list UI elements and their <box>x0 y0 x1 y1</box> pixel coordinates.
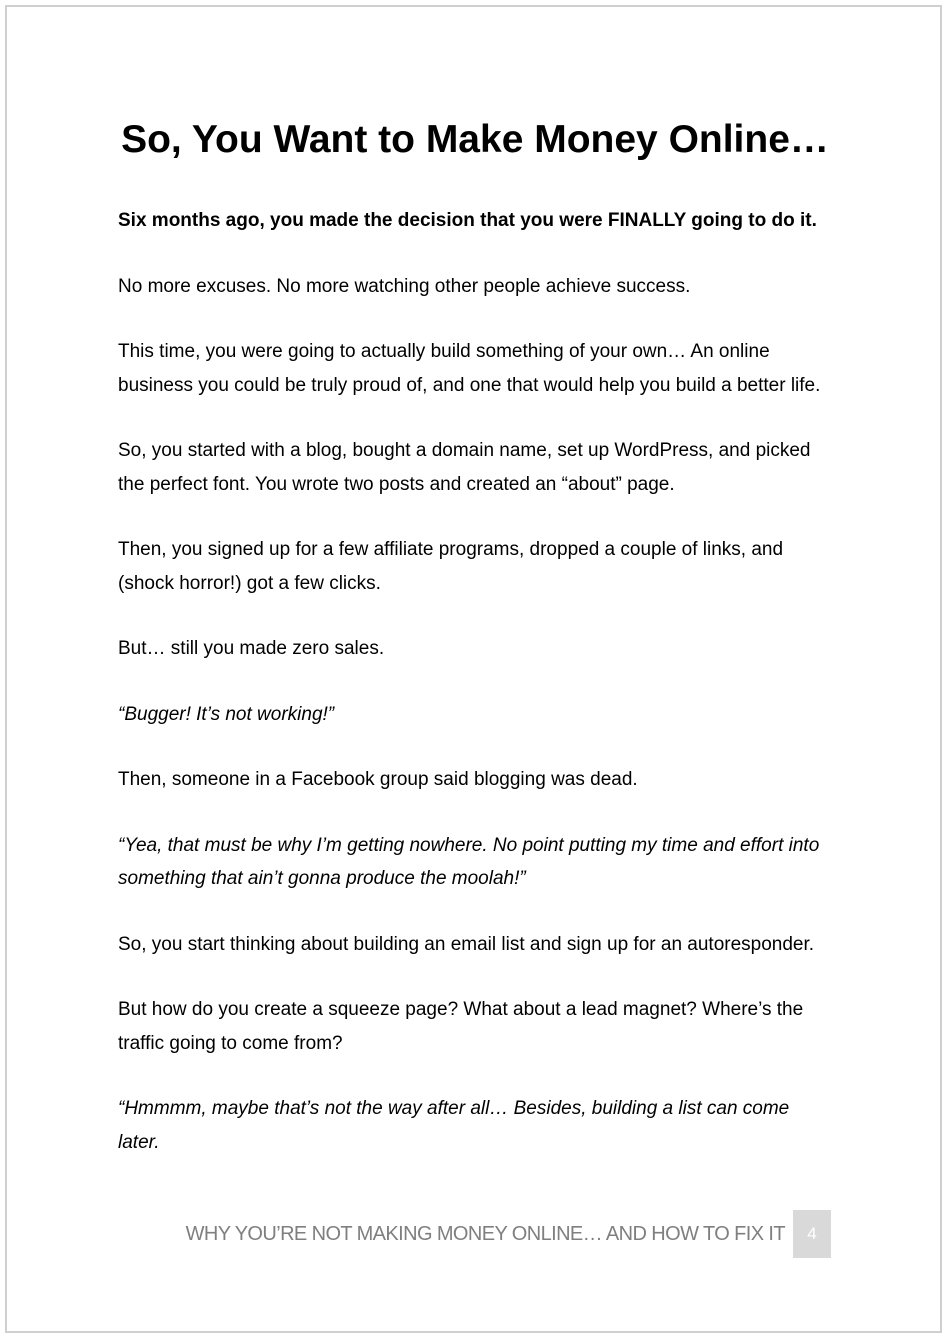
page-number: 4 <box>793 1210 831 1258</box>
footer-title: WHY YOU’RE NOT MAKING MONEY ONLINE… AND HOW TO FIX IT <box>185 1222 785 1245</box>
paragraph: So, you start thinking about building an email list and sign up for an autoresponder. <box>118 933 815 955</box>
paragraph: Then, someone in a Facebook group said blogging was dead. <box>118 769 638 790</box>
paragraph: “Yea, that must be why I’m getting nowhere. No point putting my time and effort into something that ain’t gonna produce the moolah!” <box>118 834 820 889</box>
paragraph: “Bugger! It’s not working!” <box>118 703 335 725</box>
body-text <box>118 204 833 1191</box>
page-footer <box>0 1210 831 1258</box>
paragraph: But… still you made zero sales. <box>118 638 385 659</box>
paragraph: Six months ago, you made the decision that you were FINALLY going to do it. <box>118 210 817 231</box>
paragraph: “Hmmmm, maybe that’s not the way after all… Besides, building a list can come later. <box>118 1098 790 1153</box>
paragraph: No more excuses. No more watching other people achieve success. <box>118 275 691 297</box>
paragraph: So, you started with a blog, bought a domain name, set up WordPress, and picked the perfect font. You wrote two posts and created an “about” page. <box>118 440 811 495</box>
paragraph: This time, you were going to actually build something of your own… An online business you could be truly proud of, and one that would help you build a better life. <box>118 341 821 396</box>
paragraph: Then, you signed up for a few affiliate programs, dropped a couple of links, and (shock horror!) got a few clicks. <box>118 539 784 594</box>
page-title: So, You Want to Make Money Online… <box>121 118 829 161</box>
paragraph: But how do you create a squeeze page? What about a lead magnet? Where’s the traffic going to come from? <box>118 999 804 1054</box>
